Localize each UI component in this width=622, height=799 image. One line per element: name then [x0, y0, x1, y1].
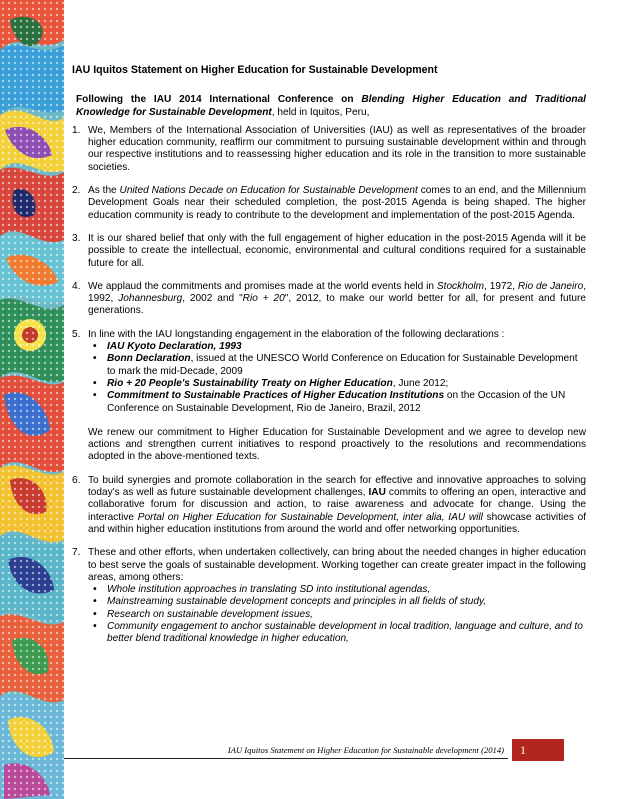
- item-text: We applaud the commitments and promises made at the world events held in: [88, 280, 434, 292]
- declaration-detail: , June 2012;: [392, 377, 449, 389]
- item-number: 1.: [72, 124, 81, 136]
- footer-title: IAU Iquitos Statement on Higher Education for Sustainable development (2014): [227, 745, 504, 755]
- declaration-name: Commitment to Sustainable Practices of Higher Education Institutions: [107, 390, 445, 402]
- item-text: We, Members of the International Association of Universities (IAU) as well as representatives of the broader higher education community, reaffirm our commitment to pursuing sustainable development within and through our respective institutions and to reassessing higher education and its role in the transition to more sustainable societies.: [88, 124, 586, 173]
- list-item: [88, 390, 586, 415]
- list-item: • Community engagement to anchor sustainable development in local tradition, language and culture, and to better blend traditional knowledge in higher education,: [88, 621, 586, 646]
- page-footer: [64, 739, 564, 761]
- item-text: , 2002 and ": [182, 293, 243, 305]
- declarations-list: [88, 341, 586, 415]
- statement-item-3: [72, 233, 586, 270]
- decorative-mosaic-artwork: [0, 0, 64, 799]
- item-text: To build synergies and promote collaboration in the search for effective and innovative approaches to solving today's as well as future sustainable development challenges,: [88, 474, 586, 499]
- statement-item-6: [72, 475, 586, 536]
- intro-tail: , held in Iquitos, Peru,: [271, 106, 370, 118]
- list-item: • Whole institution approaches in translating SD into institutional agendas,: [88, 584, 586, 596]
- item-number: 7.: [72, 547, 81, 559]
- intro-paragraph: [72, 94, 586, 119]
- declaration-detail: on the Occasion of the UN Conference on Sustainable Development, Rio de Janeiro, Brazil, 2012: [107, 390, 566, 414]
- city-stockholm: Stockholm: [436, 280, 485, 292]
- item-number: 4.: [72, 280, 81, 292]
- iau-name: IAU: [368, 487, 386, 499]
- list-item: [88, 353, 586, 378]
- item-number: 3.: [72, 232, 81, 244]
- document-title: IAU Iquitos Statement on Higher Education for Sustainable Development: [72, 64, 438, 76]
- statement-item-7: [72, 547, 586, 645]
- declaration-detail: , issued at the UNESCO World Conference on Education for Sustainable Development to mark the mid-Decade, 2009: [107, 353, 578, 377]
- item-number: 5.: [72, 328, 81, 340]
- statement-item-2: [72, 185, 586, 222]
- portal-name: Portal on Higher Education for Sustainable Development, inter alia, IAU will: [137, 511, 483, 523]
- item-lead: As the: [88, 185, 117, 197]
- item-number: 2.: [72, 185, 81, 197]
- footer-divider: [64, 758, 508, 759]
- item-text: ", 2012, to make our world better for all, for present and future generations.: [88, 293, 586, 317]
- item-text: , 1972,: [484, 280, 515, 292]
- item-text: , 1992,: [88, 280, 586, 305]
- item-text: In line with the IAU longstanding engagement in the elaboration of the following declarations :: [88, 328, 505, 340]
- item-text: It is our shared belief that only with the full engagement of higher education in the post-2015 Agenda will it be possible to create the intellectual, economic, environmental and cultural conditions required for a sustainable future for all.: [88, 232, 586, 269]
- list-item: [88, 378, 586, 390]
- list-item: [88, 341, 586, 353]
- mosaic-pattern-image: [0, 0, 64, 799]
- event-rio20: Rio + 20: [242, 293, 285, 305]
- declaration-name: Bonn Declaration: [107, 353, 191, 365]
- item-text: comes to an end, and the Millennium Development Goals near their scheduled completion, the post-2015 Agenda is being shaped. The higher education community is ready to contribute to the development and implementation of the post-2015 Agenda.: [88, 185, 586, 221]
- item-text: showcase activities of and within higher education institutions from around the world and offer networking opportunities.: [88, 511, 587, 535]
- declaration-name: Rio + 20 People's Sustainability Treaty on Higher Education: [107, 377, 393, 389]
- statement-item-5: [72, 329, 586, 464]
- action-areas-list: [88, 584, 586, 645]
- statement-item-1: [72, 125, 586, 174]
- city-johannesburg: Johannesburg: [118, 293, 183, 305]
- conference-name: Blending Higher Education and Traditional Knowledge for Sustainable Development: [76, 94, 586, 118]
- statement-item-4: [72, 281, 586, 318]
- statement-document: [72, 62, 586, 657]
- intro-lead: Following the IAU 2014 International Conference on: [76, 94, 354, 106]
- page-number-badge: 1: [512, 739, 564, 761]
- renewal-paragraph: We renew our commitment to Higher Education for Sustainable Development and we agree to develop new actions and strengthen current initiatives to respond proactively to the resolutions and recommendations adopted in the above-mentioned texts.: [88, 426, 586, 463]
- statement-list: [72, 125, 586, 646]
- list-item: • Research on sustainable development issues,: [88, 609, 586, 621]
- un-decade-name: United Nations Decade on Education for Sustainable Development: [119, 185, 418, 197]
- item-number: 6.: [72, 474, 81, 486]
- list-item: • Mainstreaming sustainable development concepts and principles in all fields of study,: [88, 596, 586, 608]
- item-text: commits to offering an open, interactive and collaborative forum for discussion and action, to raise awareness and advocate for change. Using the interactive: [88, 487, 586, 523]
- declaration-name: IAU Kyoto Declaration, 1993: [107, 341, 242, 353]
- city-rio: Rio de Janeiro: [517, 280, 584, 292]
- item-text: These and other efforts, when undertaken collectively, can bring about the needed changes in higher education to best serve the goals of sustainable development. Working together can create greater impact in the following areas, among others:: [88, 547, 586, 583]
